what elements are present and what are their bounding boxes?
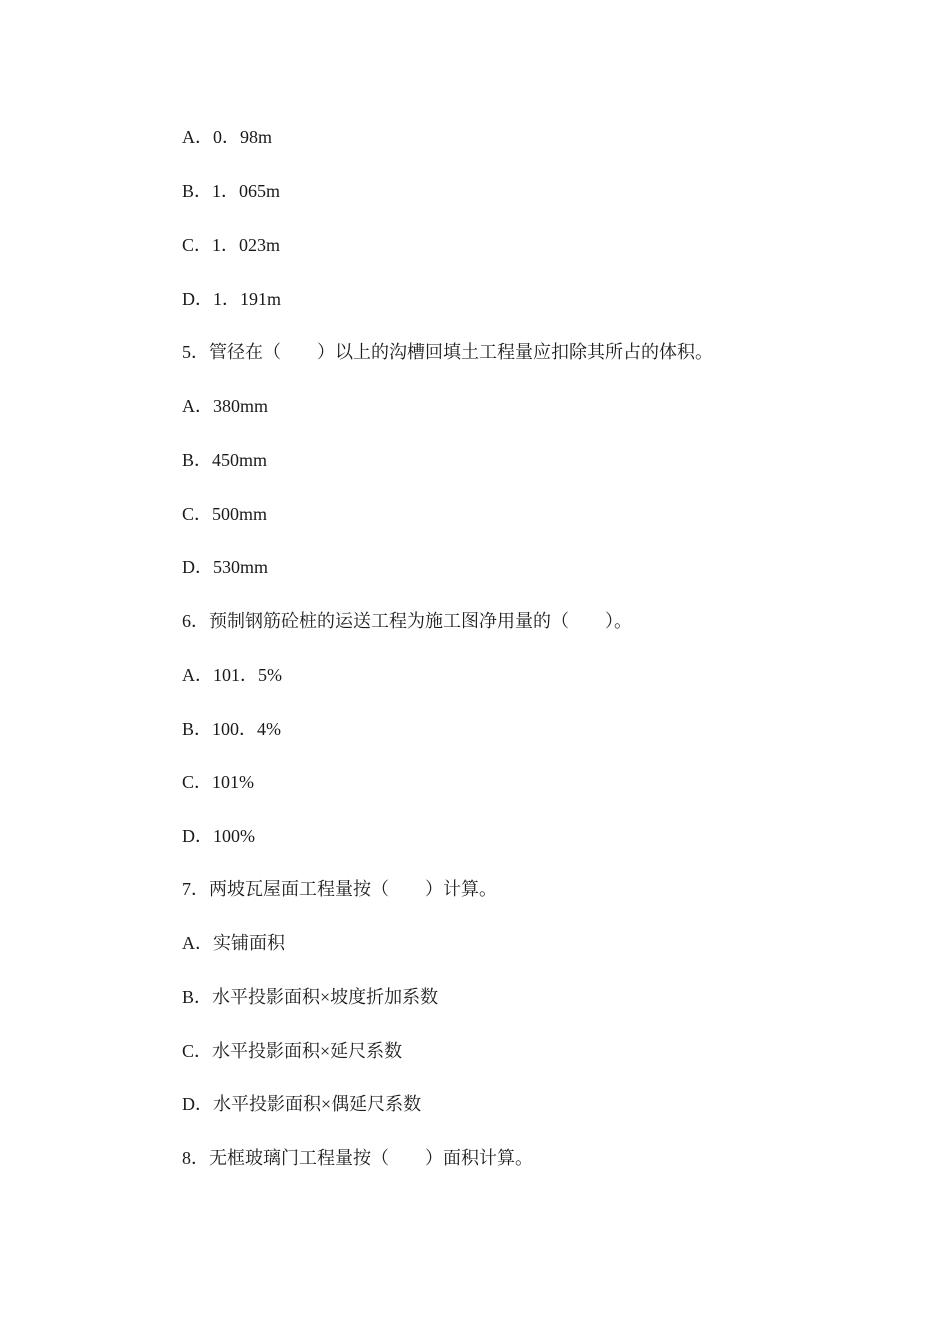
- option-c-q5: C．500mm: [182, 504, 268, 524]
- option-a-q5: A．380mm: [182, 396, 269, 416]
- option-c-q7: C．水平投影面积×延尺系数: [182, 1041, 403, 1061]
- option-b-q6: B．100．4%: [182, 719, 281, 739]
- option-c-q6: C．101%: [182, 772, 254, 792]
- option-d-q4: D．1．191m: [182, 289, 281, 309]
- option-a-q7: A．实铺面积: [182, 933, 285, 953]
- option-c-q4: C．1．023m: [182, 235, 281, 255]
- option-a-q4: A．0．98m: [182, 127, 272, 147]
- option-b-q5: B．450mm: [182, 450, 268, 470]
- option-b-q7: B．水平投影面积×坡度折加系数: [182, 987, 439, 1007]
- question-8: 8．无框玻璃门工程量按（ ）面积计算。: [182, 1148, 533, 1168]
- option-d-q6: D．100%: [182, 826, 255, 846]
- option-a-q6: A．101．5%: [182, 665, 282, 685]
- question-7: 7．两坡瓦屋面工程量按（ ）计算。: [182, 879, 497, 899]
- option-d-q5: D．530mm: [182, 557, 269, 577]
- question-5: 5．管径在（ ）以上的沟槽回填土工程量应扣除其所占的体积。: [182, 342, 713, 362]
- option-d-q7: D．水平投影面积×偶延尺系数: [182, 1094, 422, 1114]
- option-b-q4: B．1．065m: [182, 181, 281, 201]
- question-6: 6．预制钢筋砼桩的运送工程为施工图净用量的（ ）。: [182, 611, 632, 631]
